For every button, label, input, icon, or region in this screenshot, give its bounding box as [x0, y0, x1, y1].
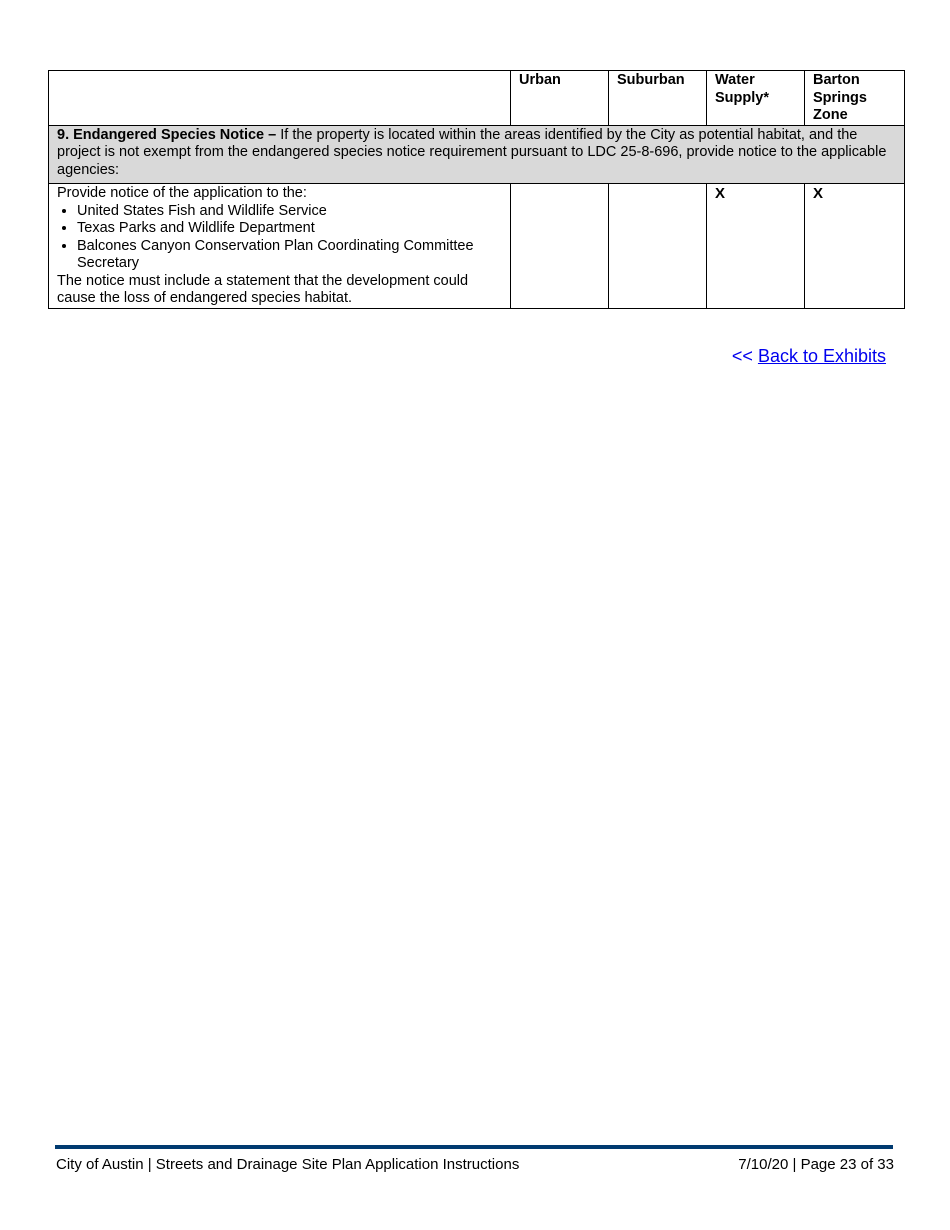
- header-barton-springs-zone: Barton Springs Zone: [805, 71, 905, 126]
- section-cell: [49, 125, 905, 184]
- mark-barton-springs-zone: X: [805, 184, 905, 309]
- row-intro: Provide notice of the application to the:: [57, 185, 307, 201]
- header-suburban: Suburban: [609, 71, 707, 126]
- section-row: [49, 125, 905, 184]
- requirements-table: [48, 70, 905, 309]
- table-header-row: [49, 71, 905, 126]
- back-link-container: [732, 346, 886, 367]
- section-title: 9. Endangered Species Notice –: [57, 126, 277, 143]
- footer-page-info: 7/10/20 | Page 23 of 33: [738, 1156, 894, 1173]
- header-water-supply: Water Supply*: [707, 71, 805, 126]
- list-item: • Balcones Canyon Conservation Plan Coordinating Committee Secretary: [77, 238, 502, 273]
- mark-water-supply: X: [707, 184, 805, 309]
- header-urban: Urban: [511, 71, 609, 126]
- footer-divider: [55, 1145, 893, 1149]
- agency-list: [57, 203, 502, 273]
- section-text: If the property is located within the areas identified by the City as potential habitat, and the project is not exempt from the endangered species notice requirement pursuant to LDC 25-8-696, provide notice to the applicable agencies:: [57, 126, 887, 178]
- header-description: [49, 71, 511, 126]
- list-item: • Texas Parks and Wildlife Department: [77, 220, 502, 238]
- footer-document-title: City of Austin | Streets and Drainage Site Plan Application Instructions: [56, 1156, 520, 1173]
- back-to-exhibits-link[interactable]: Back to Exhibits: [757, 346, 886, 366]
- back-arrows: <<: [731, 346, 758, 366]
- table-row: [49, 184, 905, 309]
- row-note: The notice must include a statement that the development could cause the loss of endangered species habitat.: [57, 272, 469, 306]
- row-description: [49, 184, 511, 309]
- mark-suburban: [609, 184, 707, 309]
- mark-urban: [511, 184, 609, 309]
- list-item: • United States Fish and Wildlife Service: [77, 203, 502, 221]
